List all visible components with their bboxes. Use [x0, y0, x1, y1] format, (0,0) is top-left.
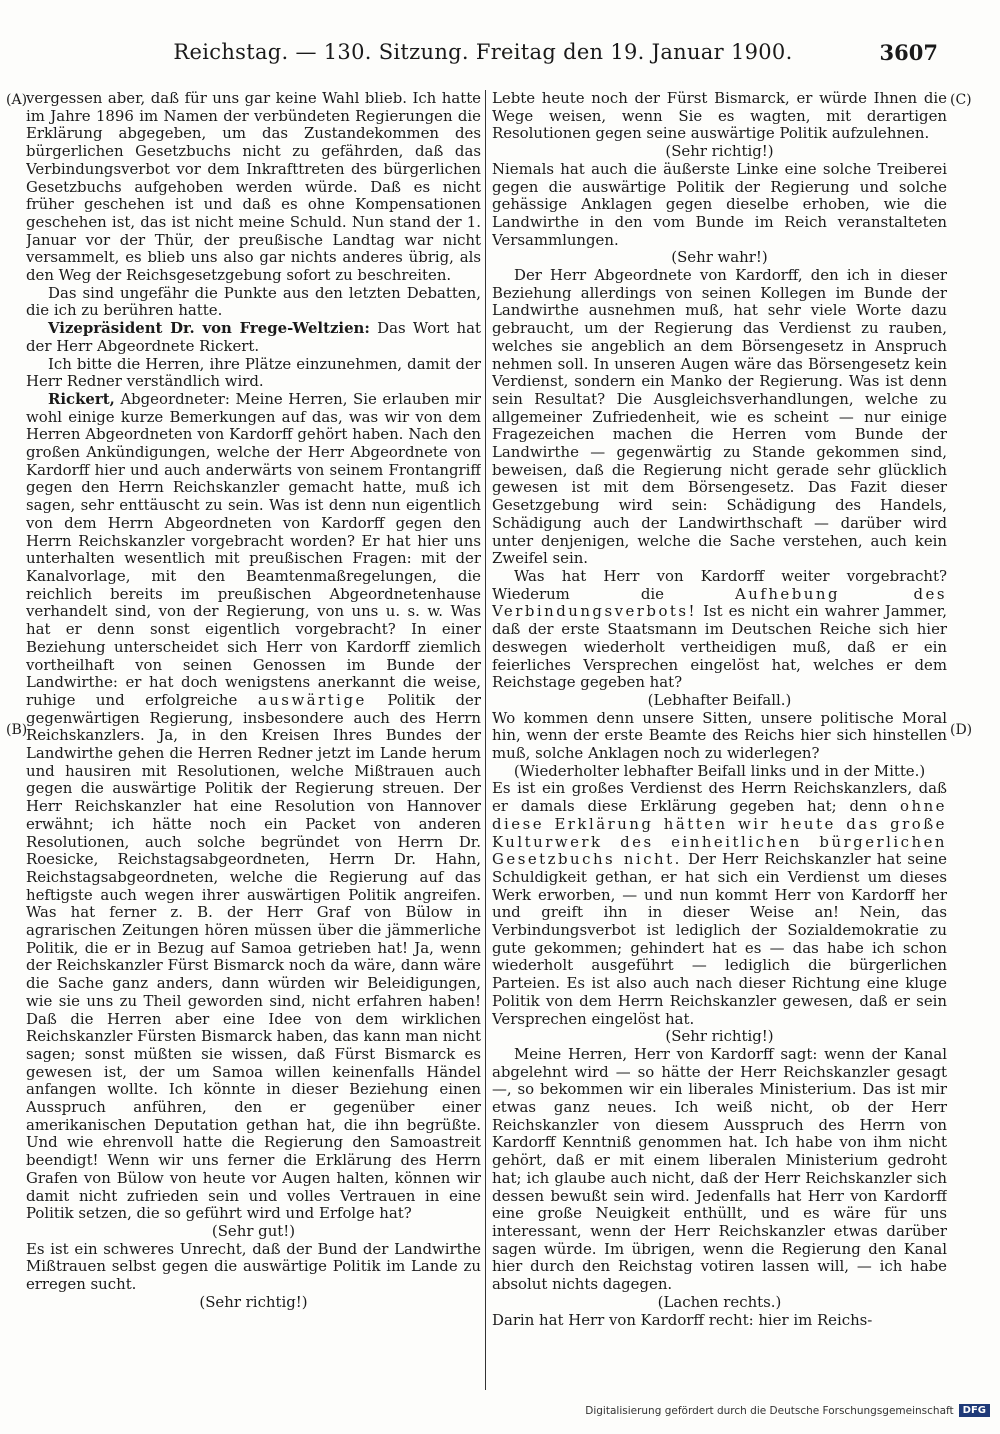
paragraph	[26, 320, 481, 355]
paragraph	[26, 391, 481, 1223]
page-number: 3607	[879, 40, 938, 65]
right-column	[492, 90, 947, 1390]
dfg-logo: DFG	[959, 1404, 990, 1417]
speech-text: Der Herr Reichskanzler hat seine Schuldigkeit gethan, er hat sich ein Verdienst um dieses Werk erworben, — und nun kommt Herr von Kardorff her und greift ihn in dieser Weise an! Nein, das Verbindungsverbot ist lediglich der Sozialdemokratie zu gute gekommen; gehindert hat es — das habe ich schon wiederholt ausgeführt — lediglich die bürgerlichen Parteien. Es ist also auch nach dieser Richtung eine kluge Politik von dem Herrn Reichskanzler gewesen, daß er sein Versprechen eingelöst hat.	[492, 850, 947, 1028]
speech-text: Das Wort hat der Herr Abgeordnete Rickert.	[26, 319, 481, 355]
paragraph: Ich bitte die Herren, ihre Plätze einzunehmen, damit der Herr Redner verständlich wird.	[26, 354, 481, 391]
paragraph: vergessen aber, daß für uns gar keine Wahl blieb. Ich hatte im Jahre 1896 im Namen der verbündeten Regierungen die Erklärung abgegeben, um das Zustandekommen des bürgerlichen Gesetzbuchs nicht zu gefährden, daß das Verbindungsverbot vor dem Inkrafttreten des bürgerlichen Gesetzbuchs aufgehoben werden würde. Daß es nicht früher geschehen ist und daß es ohne Kompensationen geschehen ist, das ist nicht meine Schuld. Nun stand der 1. Januar vor der Thür, der preußische Landtag war nicht versammelt, es blieb uns also gar nichts anderes übrig, als den Weg der Reichsgesetzgebung sofort zu beschreiten.	[26, 90, 481, 285]
speech-text: Was hat Herr von Kardorff weiter vorgebracht? Wiederum die	[492, 566, 947, 603]
page-header	[28, 40, 938, 66]
paragraph: Darin hat Herr von Kardorff recht: hier im Reichs-	[492, 1310, 873, 1329]
paragraph: Wo kommen denn unsere Sitten, unsere politische Moral hin, wenn der erste Beamte des Reichs hier sich hinstellen muß, solche Anklagen noch zu widerlegen?	[492, 708, 947, 763]
emphasized-text: ohne diese Erklärung hätten wir heute das große Kulturwerk des einheitlichen bürgerlichen Gesetzbuchs nicht.	[492, 797, 947, 869]
interjection: (Lebhafter Beifall.)	[647, 690, 792, 709]
paragraph	[492, 568, 947, 692]
speech-text: Politik der gegenwärtigen Regierung, insbesondere auch des Herrn Reichskanzlers. Ja, in den Kreisen Ihres Bundes der Landwirthe gehen die Herren Redner jetzt im Lande herum und hausiren mit Resolutionen, welche Mißtrauen auch gegen die auswärtige Politik der Regierung streuen. Der Herr Reichskanzler hat eine Resolution von Hannover erwähnt; ich hätte noch ein Packet von anderen Resolutionen, auch solche begründet von Herrn Dr. Roesicke, Reichstagsabgeordneten, Herrn Dr. Hahn, Reichstagsabgeordneten, welche die Regierung auf das heftigste auch wegen ihrer auswärtigen Politik angreifen. Was hat ferner z. B. der Herr Graf von Bülow in agrarischen Zeitungen hören müssen über die jämmerliche Politik, die er in Bezug auf Samoa getrieben hat! Ja, wenn der Reichskanzler Fürst Bismarck noch da wäre, dann wäre die Sache ganz anders, dann würden wir Beleidigungen, wie sie uns zu Theil geworden sind, nicht erfahren haben! Daß die Herren aber eine Idee von dem wirklichen Reichskanzler Fürsten Bismarck haben, das kann man nicht sagen; sonst müßten sie wissen, daß Fürst Bismarck es gewesen ist, der um Samoa willen keinenfalls Händel anfangen wollte. Ich könnte in dieser Beziehung einen Ausspruch anführen, den er gegenüber einer amerikanischen Deputation gethan hat, die ihn begrüßte. Und wie ehrenvoll hatte die Regierung den Samoastreit beendigt! Wenn wir uns ferner die Erklärung des Herrn Grafen von Bülow von heute vor Augen halten, können wir damit nicht zufrieden sein und volles Vertrauen in eine Politik setzen, die so geführt wird und Erfolge hat?	[26, 690, 481, 1223]
emphasized-text: Aufhebung des Verbindungsverbots!	[492, 584, 947, 621]
paragraph: Das sind ungefähr die Punkte aus den letzten Debatten, die ich zu berühren hatte.	[26, 283, 481, 320]
margin-marker-b: (B)	[6, 722, 28, 738]
speaker-name: Rickert,	[48, 389, 115, 408]
interjection: (Sehr gut!)	[211, 1222, 296, 1240]
paragraph	[492, 780, 947, 1028]
paragraph: Lebte heute noch der Fürst Bismarck, er würde Ihnen die Wege weisen, wenn Sie es wagten, mit derartigen Resolutionen gegen seine auswärtige Politik aufzulehnen.	[492, 90, 947, 143]
paragraph: Der Herr Abgeordnete von Kardorff, den ich in dieser Beziehung allerdings von seinen Kollegen im Bunde der Landwirthe ausnehmen muß, hat sehr viele Worte dazu gebraucht, um der Regierung das Verdienst zu rauben, welches sie angeblich an dem Börsengesetz in Anspruch nehmen soll. In unseren Augen wäre das Börsengesetz kein Verdienst, sondern ein Manko der Regierung. Was ist denn sein Resultat? Die Ausgleichsverhandlungen, welche zu allgemeiner Zufriedenheit, wie es scheint — nur einige Fragezeichen machen die Herren vom Bunde der Landwirthe — gegenwärtig zu Stande gekommen sind, beweisen, daß die Regierung nicht gerade sehr glücklich gewesen ist mit dem Börsengesetz. Das Fazit dieser Gesetzgebung wird sein: Schädigung des Handels, Schädigung auch der Landwirthschaft — darüber wird unter denjenigen, welche die Sache verstehen, auch kein Zweifel sein.	[492, 266, 947, 568]
interjection: (Sehr richtig!)	[665, 142, 774, 161]
running-title: Reichstag. — 130. Sitzung. Freitag den 19. Januar 1900.	[173, 40, 793, 64]
emphasized-text: auswärtige	[257, 690, 367, 709]
speech-text: Abgeordneter: Meine Herren, Sie erlauben mir wohl einige kurze Bemerkungen auf das, was wir von dem Herren Abgeordneten von Kardorff gehört haben. Nach den großen Ankündigungen, welche der Herr Abgeordnete von Kardorff hier und auch anderwärts von seinem Frontangriff gegen den Herrn Reichskanzler gemacht hatte, muß ich sagen, sehr enttäuscht zu sein. Was ist denn nun eigentlich von dem Herrn Abgeordneten von Kardorff gegen den Herrn Reichskanzler vorgebracht worden? Er hat hier uns unterhalten wesentlich mit preußischen Fragen: mit der Kanalvorlage, mit den Beamtenmaßregelungen, die reichlich bereits im preußischen Abgeordnetenhause verhandelt sind, von der Regierung, von uns u. s. w. Was hat er denn sonst eigentlich vorgebracht? In einer Beziehung unterscheidet sich Herr von Kardorff ziemlich vortheilhaft von seinen Genossen im Bunde der Landwirthe: er hat doch wenigstens anerkannt die weise, ruhige und erfolgreiche	[26, 389, 481, 709]
paragraph: Meine Herren, Herr von Kardorff sagt: wenn der Kanal abgelehnt wird — so hätte der Herr Reichskanzler gesagt —, so bekommen wir ein liberales Ministerium. Das ist mir etwas ganz neues. Ich weiß nicht, ob der Herr Reichskanzler von diesem Ausspruch des Herrn von Kardorff Kenntniß genommen hat. Ich habe von ihm nicht gehört, daß er mit einem liberalen Ministerium gedroht hat; ich glaube auch nicht, daß der Herr Reichskanzler sich dessen bewußt sein wird. Jedenfalls hat Herr von Kardorff eine große Neuigkeit enthüllt, und es wäre für uns interessant, wenn der Herr Reichskanzler etwas darüber sagen würde. Im übrigen, wenn die Regierung den Kanal hier durch den Reichstag votiren lassen will, — ich habe absolut nichts dagegen.	[492, 1044, 947, 1294]
interjection: (Sehr wahr!)	[671, 248, 768, 267]
interjection: (Wiederholter lebhafter Beifall links und in der Mitte.)	[513, 761, 926, 780]
margin-marker-a: (A)	[6, 92, 28, 108]
left-column	[26, 90, 481, 1390]
funding-note: Digitalisierung gefördert durch die Deutsche Forschungsgemeinschaft	[585, 1404, 954, 1417]
margin-marker-c: (C)	[950, 92, 972, 108]
speech-text: Es ist ein großes Verdienst des Herrn Reichskanzlers, daß er damals diese Erklärung gegeben hat; denn	[492, 779, 947, 816]
margin-marker-d: (D)	[950, 722, 973, 738]
column-divider	[485, 90, 486, 1390]
speaker-name: Vizepräsident Dr. von Frege-Weltzien:	[48, 319, 370, 338]
footer	[585, 1404, 990, 1417]
interjection: (Lachen rechts.)	[657, 1292, 782, 1311]
paragraph: Niemals hat auch die äußerste Linke eine solche Treiberei gegen die auswärtige Politik der Regierung und solche gehässige Anklagen gegen dieselbe erhoben, wie die Landwirthe in den vom Bunde im Reich veranstalteten Versammlungen.	[492, 159, 947, 249]
interjection: (Sehr richtig!)	[665, 1027, 774, 1046]
paragraph: Es ist ein schweres Unrecht, daß der Bund der Landwirthe Mißtrauen selbst gegen die auswärtige Politik im Lande zu erregen sucht.	[26, 1239, 481, 1294]
speech-text: Ist es nicht ein wahrer Jammer, daß der erste Staatsmann im Deutschen Reiche sich hier deswegen wiederholt vertheidigen muß, daß er ein feierliches Versprechen eingelöst hat, welches er dem Reichstage gegeben hat?	[492, 602, 947, 692]
interjection: (Sehr richtig!)	[199, 1292, 308, 1311]
